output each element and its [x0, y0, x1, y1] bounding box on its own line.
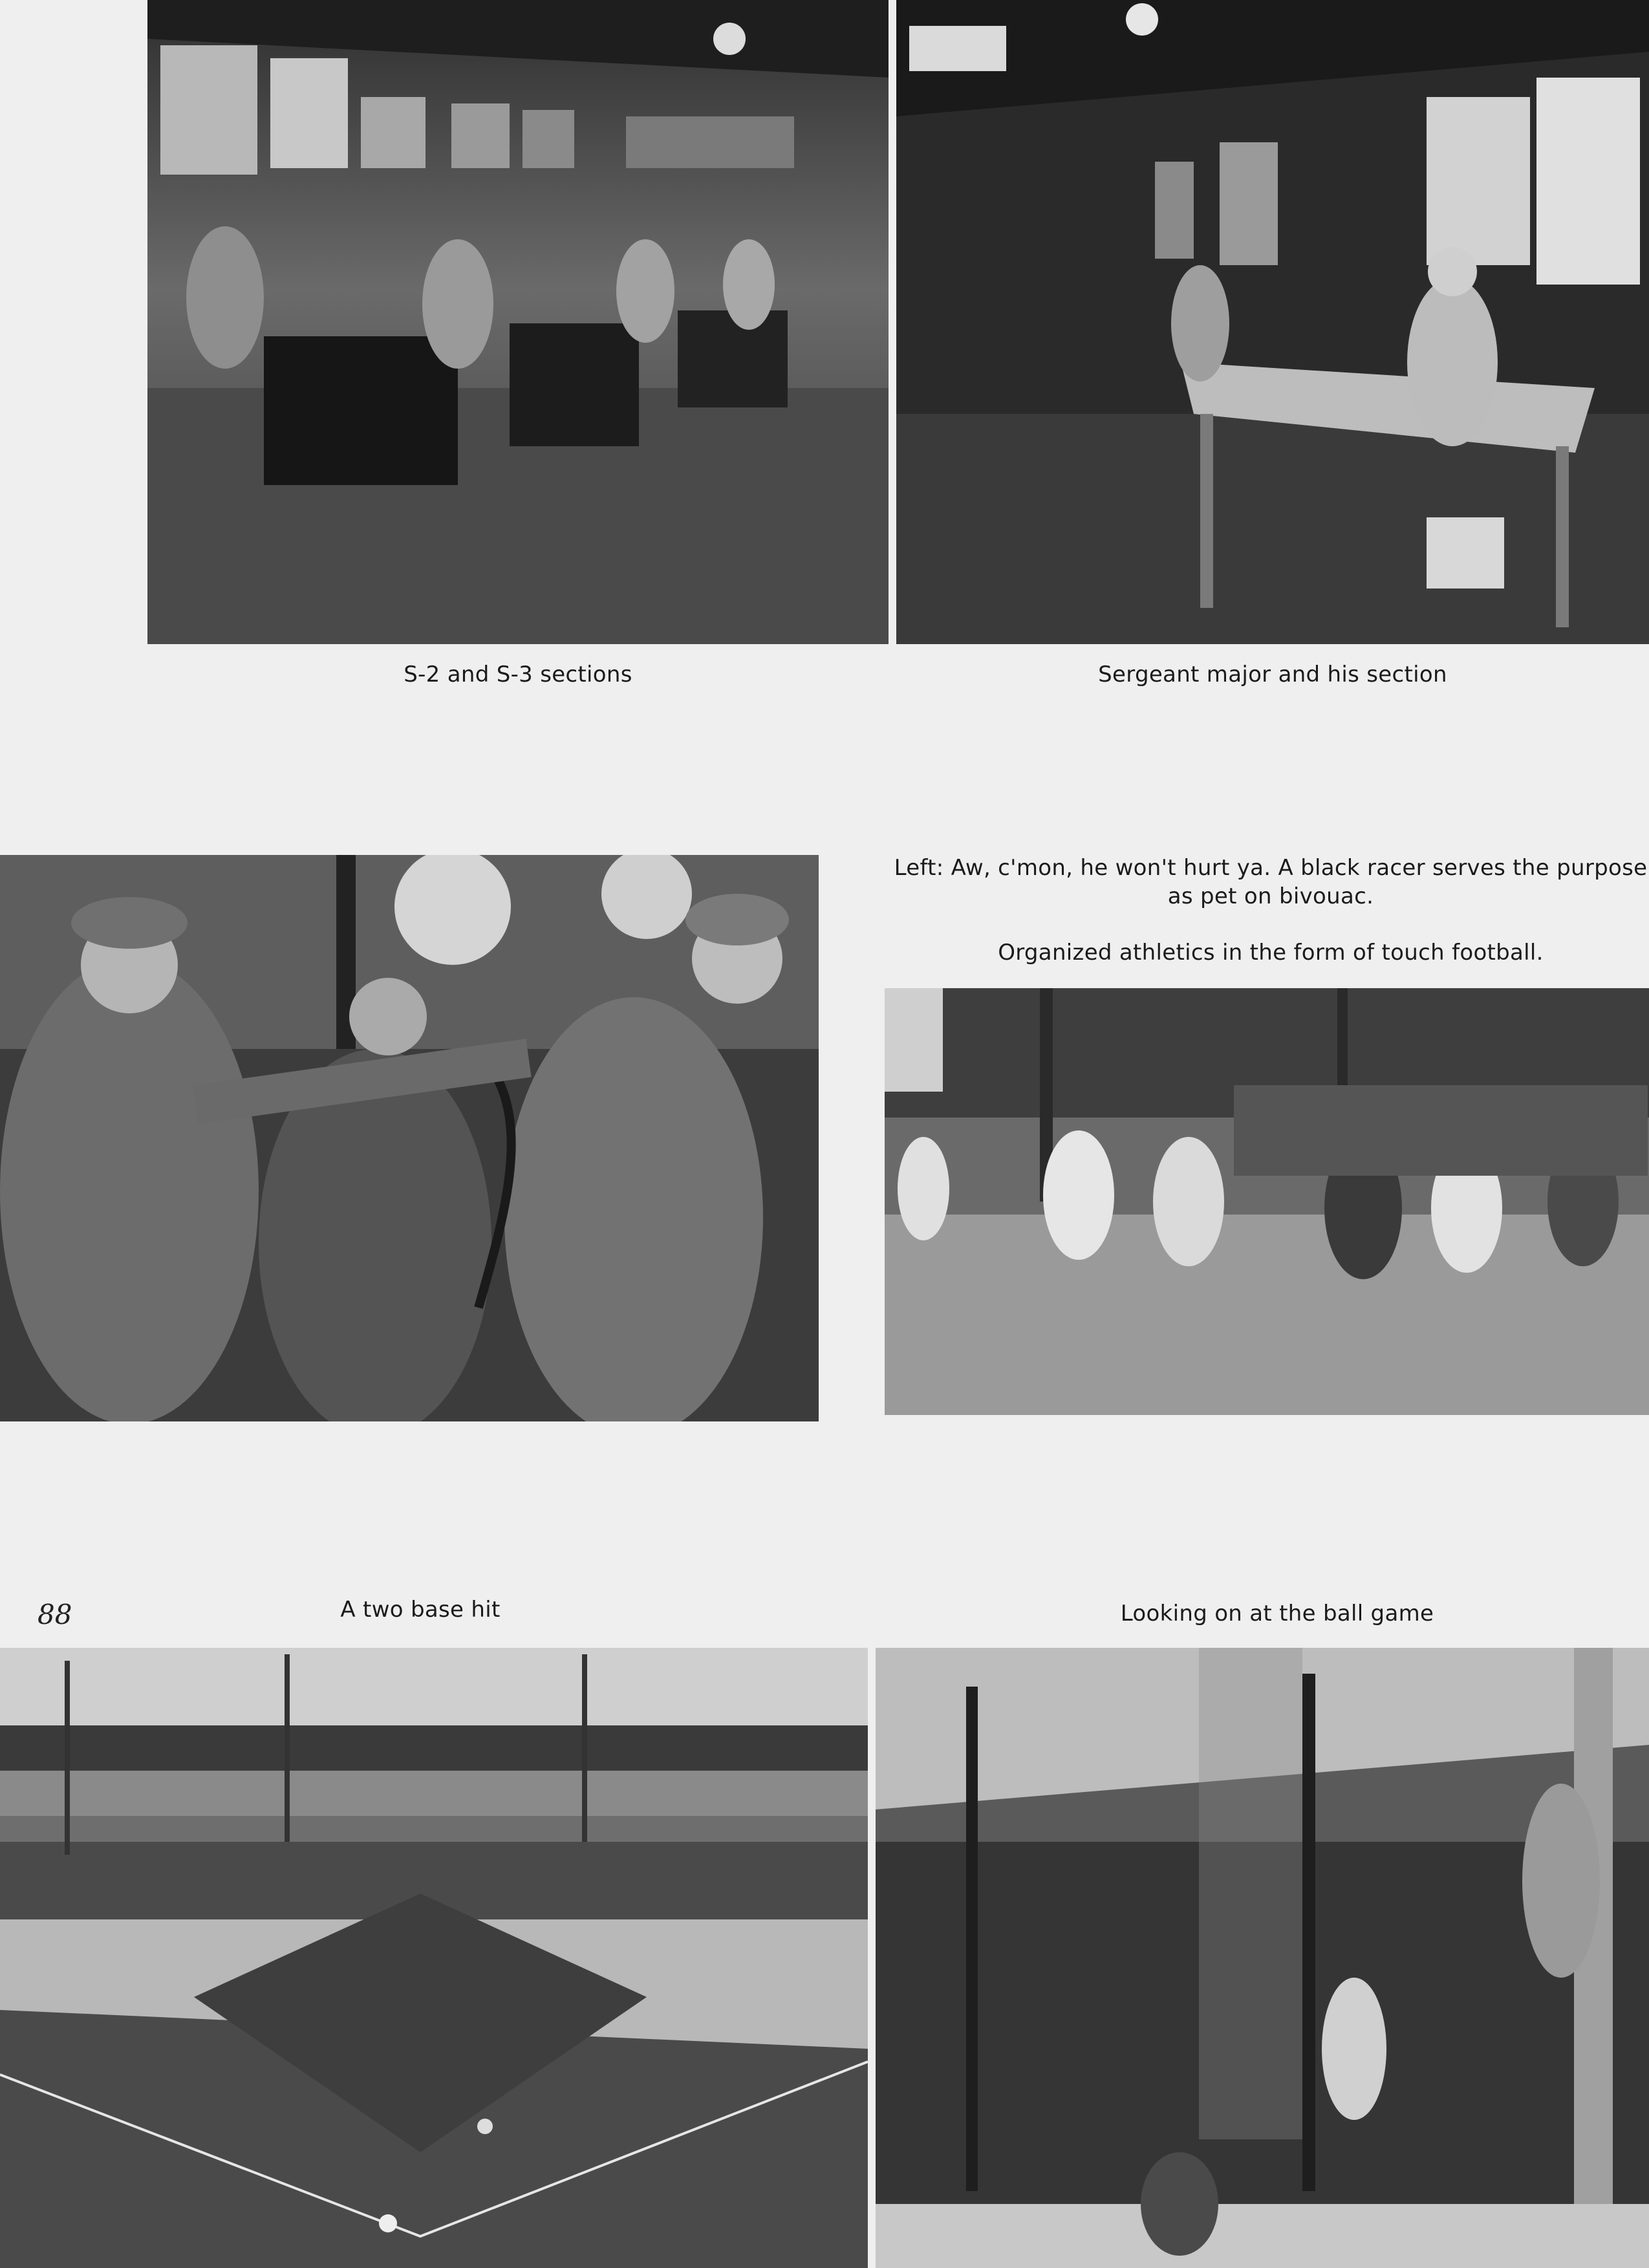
page-number: 88 [38, 1599, 72, 1630]
soldiers-snake-illustration [0, 855, 819, 1421]
caption-ball-game-spectators: Looking on at the ball game [1120, 1601, 1434, 1626]
caption-black-racer-line-1: Left: Aw, c'mon, he won't hurt ya. A black racer serves the purpose [894, 855, 1648, 881]
grandstand-illustration [876, 1648, 1649, 2268]
office-photo-illustration [147, 0, 889, 644]
photo-grandstand-crowd [876, 1648, 1649, 2268]
caption-sergeant-major: Sergeant major and his section [1098, 662, 1447, 687]
caption-two-base-hit: A two base hit [340, 1597, 501, 1623]
photo-sergeant-major-section [896, 0, 1649, 644]
photo-s2-s3-sections [147, 0, 889, 644]
photo-black-racer-pet [0, 855, 819, 1421]
football-illustration [885, 988, 1649, 1415]
caption-touch-football: Organized athletics in the form of touch football. [998, 940, 1544, 966]
photo-touch-football [885, 988, 1649, 1415]
caption-s2-s3-sections: S-2 and S-3 sections [404, 662, 632, 687]
caption-black-racer-line-2: as pet on bivouac. [1167, 883, 1374, 909]
office-photo-illustration [896, 0, 1649, 644]
photo-baseball-field [0, 1648, 868, 2268]
caption-black-racer [892, 854, 1649, 911]
baseball-illustration [0, 1648, 868, 2268]
